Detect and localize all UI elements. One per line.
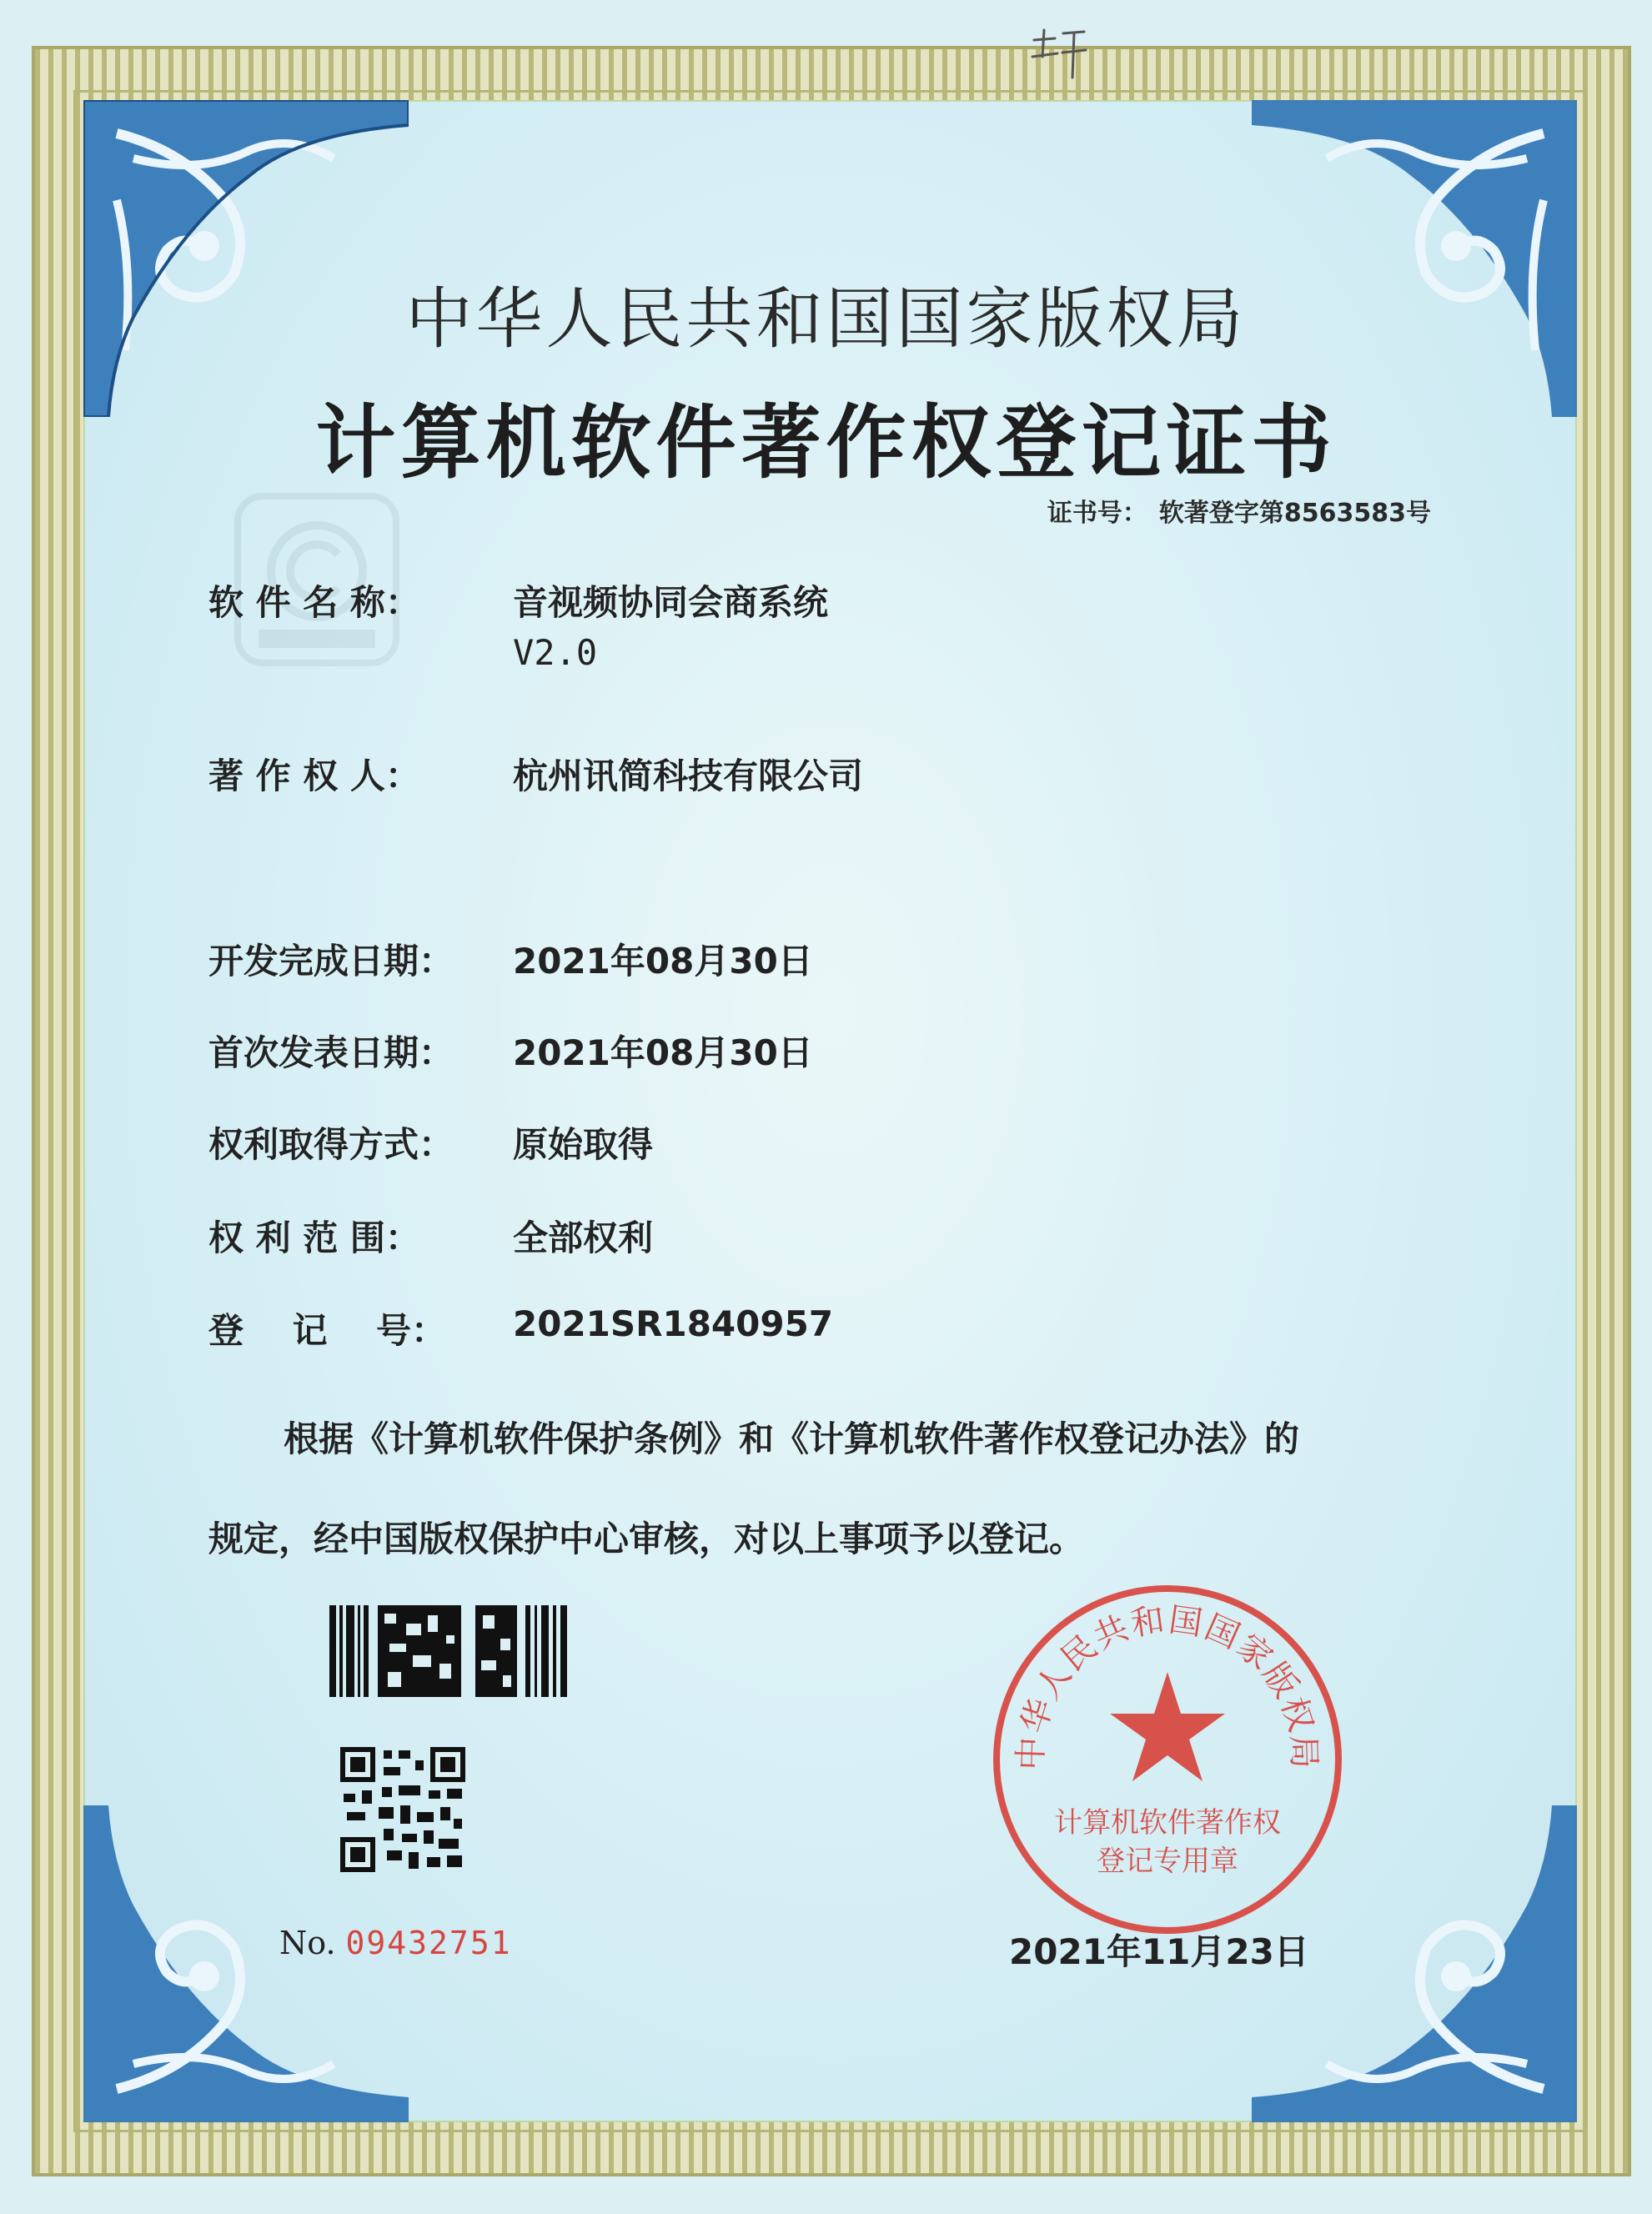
field-version: V2.0 [513,632,598,673]
field-rights-scope [208,1211,653,1261]
field-label: 首次发表日期： [208,1032,454,1073]
certificate-number-label: 证书号： [1047,499,1147,528]
corner-ornament-icon [83,100,409,417]
serial-value: 09432751 [345,1925,512,1961]
certificate-number [1047,492,1431,529]
issuing-authority: 中华人民共和国国家版权局 [405,280,1247,358]
qr-code-icon [340,1747,465,1872]
serial-label: No. [279,1925,336,1961]
svg-text:计算机软件著作权: 计算机软件著作权 [1054,1806,1281,1840]
field-value: 2021SR1840957 [513,1303,834,1344]
statement-line-1: 根据《计算机软件保护条例》和《计算机软件著作权登记办法》的 [284,1418,1300,1459]
field-value: 杭州讯简科技有限公司 [513,756,864,796]
svg-text:登记专用章: 登记专用章 [1097,1845,1238,1878]
official-seal-icon [988,1580,1347,1939]
field-registration-number [208,1303,833,1353]
field-completion-date [208,934,813,984]
certificate-number-value: 软著登字第8563583号 [1158,499,1431,528]
statement-line-2: 规定，经中国版权保护中心审核，对以上事项予以登记。 [208,1519,1085,1559]
field-acquisition-method [208,1117,653,1167]
field-value: 2021年08月30日 [513,941,813,981]
serial-number [279,1925,512,1961]
field-label: 著 作 权 人： [208,756,420,796]
field-label: 软 件 名 称： [208,582,420,623]
svg-text:中华人民共和国国家版权局: 中华人民共和国国家版权局 [1012,1600,1323,1771]
field-label: 登 记 号： [208,1310,446,1351]
field-copyright-owner [208,749,863,799]
field-label: 权利取得方式： [208,1124,454,1165]
field-software-name [208,575,828,673]
field-value: 音视频协同会商系统 [513,582,829,623]
handwritten-mark [1026,23,1092,86]
field-label: 开发完成日期： [208,941,454,981]
field-value: 全部权利 [513,1217,654,1258]
field-value: 原始取得 [513,1124,654,1165]
field-publish-date [208,1026,813,1076]
field-value: 2021年08月30日 [513,1032,813,1073]
corner-ornament-icon [1252,100,1577,417]
field-label: 权 利 范 围： [208,1217,420,1258]
certificate-title: 计算机软件著作权登记证书 [315,396,1337,489]
issue-date: 2021年11月23日 [1009,1931,1309,1972]
barcode-icon [329,1605,571,1697]
